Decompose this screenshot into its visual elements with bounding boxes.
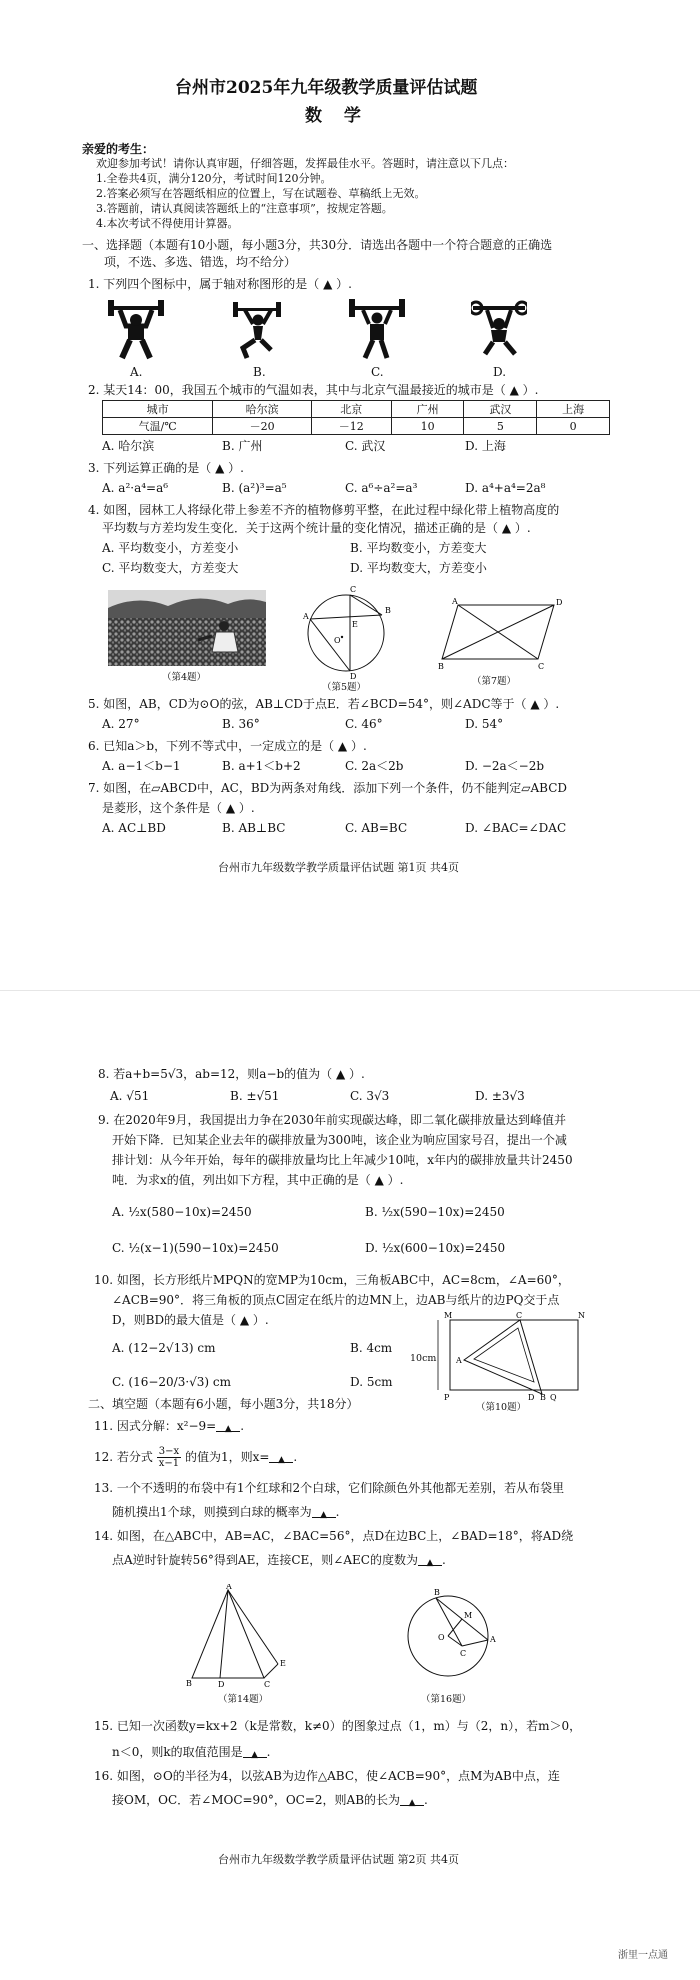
q9-option-b: B. ½x(590−10x)=2450 [365,1205,505,1219]
q14-text-cont: 点A逆时针旋转56°得到AE，连接CE，则∠AEC的度数为 ▲ . [112,1553,446,1568]
q16-text: 16. 如图，⊙O的半径为4，以弦AB为边作△ABC，使∠ACB=90°，点M为AB中点，连 [94,1769,560,1783]
q3-option-a: A. a²·a⁴=a⁶ [102,481,169,495]
table-cell: 10 [391,418,464,435]
q12-label-a: 12. 若分式 [94,1450,153,1464]
q10-option-d: D. 5cm [350,1375,393,1389]
q11-label: 11. 因式分解：x²−9= [94,1419,217,1433]
fig16-point-a: A [490,1635,496,1644]
q7-text-cont: 是菱形，这个条件是（ ▲ ）. [102,801,255,815]
fig4-caption: （第4题） [162,672,207,683]
table-cell: 0 [537,418,610,435]
q9-text: 9. 在2020年9月，我国提出力争在2030年前实现碳达峰，即二氧化碳排放量达到峰值并 [98,1113,566,1127]
q10-option-b: B. 4cm [350,1341,393,1355]
q15-answer-blank: ▲ [243,1747,267,1758]
q1-option-d: D. [493,365,507,379]
q3-option-c: C. a⁶÷a²=a³ [345,481,418,495]
q2-text: 2. 某天14：00，我国五个城市的气温如表，其中与北京气温最接近的城市是（ ▲ ）. [88,383,539,397]
fig10-point-m: M [444,1312,453,1320]
q5-text: 5. 如图，AB，CD为⊙O的弦，AB⊥CD于点E．若∠BCD=54°，则∠ADC等于（ ▲ ）. [88,697,560,711]
q14-label-cont: 点A逆时针旋转56°得到AE，连接CE，则∠AEC的度数为 [112,1553,418,1567]
q13-text-cont: 随机摸出1个球，则摸到白球的概率为 ▲ . [112,1505,340,1520]
fig5-point-d: D [350,672,357,679]
q13-label-cont: 随机摸出1个球，则摸到白球的概率为 [112,1505,312,1519]
fig5-circle-diagram [300,583,396,679]
fig16-caption: （第16题） [421,1694,472,1705]
q9-text-cont-2: 排计划：从今年开始，每年的碳排放量均比上年减少10吨，x年内的碳排放量共计2450 [112,1153,573,1167]
q9-text-cont-3: 吨．为求x的值，列出如下方程，其中正确的是（ ▲ ）. [112,1173,404,1187]
fig5-point-a: A [303,612,309,621]
q16-label-cont: 接OM，OC．若∠MOC=90°，OC=2，则AB的长为 [112,1793,401,1807]
q7-option-d: D. ∠BAC=∠DAC [465,821,567,835]
greeting: 亲爱的考生： [82,142,155,156]
note-2: 2.答案必须写在答题纸相应的位置上，写在试题卷、草稿纸上无效。 [96,187,426,200]
table-cell: 北京 [311,401,391,418]
section1-heading-cont: 项，不选、多选、错选，均不给分） [104,255,297,269]
q10-text: 10. 如图，长方形纸片MPQN的宽MP为10cm，三角板ABC中，AC=8cm，∠A=60°， [94,1273,570,1287]
q1-icon-d [471,298,527,360]
q8-option-c: C. 3√3 [350,1089,390,1103]
q9-option-a: A. ½x(580−10x)=2450 [112,1205,252,1219]
q15-text-cont: n＜0，则k的取值范围是 ▲ . [112,1745,271,1760]
q12-fraction-numerator: 3−x [158,1446,180,1457]
fig16-point-b: B [434,1588,440,1597]
fig5-caption: （第5题） [322,682,367,693]
fig14-point-c: C [264,1680,271,1688]
fig16-point-m: M [464,1611,473,1620]
q11-answer-blank: ▲ [216,1421,240,1432]
q9-option-c: C. ½(x−1)(590−10x)=2450 [112,1241,279,1255]
q1-icon-a [108,298,164,360]
table-cell: 城市 [103,401,213,418]
fig7-point-c: C [538,662,545,671]
q8-text: 8. 若a+b=5√3，ab=12，则a−b的值为（ ▲ ）. [98,1067,365,1081]
q7-text: 7. 如图，在▱ABCD中，AC，BD为两条对角线．添加下列一个条件，仍不能判定▱ABCD [88,781,568,795]
q8-option-b: B. ±√51 [230,1089,280,1103]
q1-option-c: C. [371,365,384,379]
q14-answer-blank: ▲ [418,1555,442,1566]
note-1: 1.全卷共4页，满分120分，考试时间120分钟。 [96,172,332,185]
q4-text-cont: 平均数与方差均发生变化．关于这两个统计量的变化情况，描述正确的是（ ▲ ）. [102,521,531,535]
q6-option-a: A. a−1＜b−1 [102,759,181,773]
q1-icon-c [349,298,405,360]
q8-option-a: A. √51 [110,1089,150,1103]
fig10-point-p: P [444,1393,450,1402]
fig10-point-n: N [578,1312,585,1320]
q3-text: 3. 下列运算正确的是（ ▲ ）. [88,461,244,475]
table-cell: 上海 [537,401,610,418]
page2-footer: 台州市九年级数学教学质量评估试题 第2页 共4页 [218,1853,459,1866]
q15-text: 15. 已知一次函数y=kx+2（k是常数，k≠0）的图象过点（1，m）与（2，n），若m＞0， [94,1719,582,1733]
table-row [103,401,610,418]
q5-option-b: B. 36° [222,717,260,731]
fig10-diagram [430,1312,590,1402]
q10-text-cont-1: ∠ACB=90°．将三角板的顶点C固定在纸片的边MN上，边AB与纸片的边PQ交于点 [112,1293,560,1307]
fig5-point-o: O [334,636,341,645]
q12-text: 12. 若分式 $\frac{3-x}{x-1}$ 的值为1，则x= ▲ . [94,1446,298,1469]
q6-option-b: B. a+1＜b+2 [222,759,301,773]
q7-option-c: C. AB=BC [345,821,408,835]
section1-heading: 一、选择题（本题有10小题，每小题3分，共30分．请选出各题中一个符合题意的正确选 [82,238,553,252]
q10-option-c: C. (16−20/3·√3) cm [112,1375,232,1389]
q1-icon-b [231,298,287,360]
q16-answer-blank: ▲ [400,1795,424,1806]
table-cell: 5 [464,418,537,435]
fig16-point-c: C [460,1649,467,1658]
fig7-point-d: D [556,598,563,607]
page-title: 台州市2025年九年级教学质量评估试题 [175,78,478,98]
fig7-caption: （第7题） [472,676,517,687]
q13-answer-blank: ▲ [312,1507,336,1518]
q10-text-cont-2: D，则BD的最大值是（ ▲ ）. [112,1313,269,1327]
q4-option-d: D. 平均数变大，方差变小 [350,561,487,575]
table-row [103,418,610,435]
fig7-point-a: A [452,597,458,606]
table-cell: －20 [213,418,312,435]
q4-text: 4. 如图，园林工人将绿化带上参差不齐的植物修剪平整，在此过程中绿化带上植物高度的 [88,503,560,517]
q12-answer-blank: ▲ [269,1452,293,1463]
q5-option-d: D. 54° [465,717,504,731]
table-cell: 哈尔滨 [213,401,312,418]
fig14-point-d: D [218,1680,225,1688]
fig14-point-b: B [186,1679,192,1688]
table-cell: 广州 [391,401,464,418]
q1-option-a: A. [130,365,143,379]
fig10-caption: （第10题） [476,1402,527,1413]
fig7-parallelogram [438,597,568,671]
q10-option-a: A. (12−2√13) cm [112,1341,216,1355]
q16-text-cont: 接OM，OC．若∠MOC=90°，OC=2，则AB的长为 ▲ . [112,1793,428,1808]
table-cell: －12 [311,418,391,435]
q13-text: 13. 一个不透明的布袋中有1个红球和2个白球，它们除颜色外其他都无差别，若从布袋里 [94,1481,565,1495]
subject-title: 数 学 [305,106,369,126]
intro: 欢迎参加考试！请你认真审题，仔细答题，发挥最佳水平。答题时，请注意以下几点： [96,157,514,170]
q12-label-b: 的值为1，则x= [184,1450,270,1464]
q3-option-b: B. (a²)³=a⁵ [222,481,287,495]
q1-option-b: B. [253,365,266,379]
q9-text-cont-1: 开始下降．已知某企业去年的碳排放量为300吨，该企业为响应国家号召，提出一个减 [112,1133,567,1147]
q4-option-c: C. 平均数变大，方差变大 [102,561,239,575]
q12-fraction-denominator: x−1 [158,1458,180,1469]
fig5-point-b: B [385,606,391,615]
fig5-point-e: E [352,620,358,629]
fig14-triangle [184,1584,294,1688]
q15-label-cont: n＜0，则k的取值范围是 [112,1745,243,1759]
q7-option-a: A. AC⊥BD [102,821,166,835]
q2-option-d: D. 上海 [465,439,506,453]
q6-option-c: C. 2a＜2b [345,759,404,773]
fig7-point-b: B [438,662,444,671]
q6-option-d: D. −2a＜−2b [465,759,545,773]
fig10-point-a: A [456,1356,462,1365]
q7-option-b: B. AB⊥BC [222,821,286,835]
fig16-point-o: O [438,1633,445,1642]
q4-option-a: A. 平均数变小，方差变小 [102,541,239,555]
q6-text: 6. 已知a＞b，下列不等式中，一定成立的是（ ▲ ）. [88,739,367,753]
q1-text: 1. 下列四个图标中，属于轴对称图形的是（ ▲ ）. [88,277,352,291]
fig10-point-b: B [540,1393,546,1402]
fig10-dimension: 10cm [410,1353,437,1364]
fig10-point-q: Q [550,1393,557,1402]
fig14-point-e: E [280,1659,286,1668]
page-divider [0,990,700,991]
fig10-point-d: D [528,1393,535,1402]
fig16-circle [400,1584,500,1684]
q5-option-a: A. 27° [102,717,140,731]
q4-option-b: B. 平均数变小，方差变大 [350,541,487,555]
fig14-caption: （第14题） [218,1694,269,1705]
q2-option-b: B. 广州 [222,439,263,453]
note-4: 4.本次考试不得使用计算器。 [96,217,239,230]
q5-option-c: C. 46° [345,717,383,731]
q11-text: 11. 因式分解：x²−9= ▲ . [94,1419,245,1434]
q2-option-a: A. 哈尔滨 [102,439,155,453]
q14-text: 14. 如图，在△ABC中，AB=AC，∠BAC=56°，点D在边BC上，∠BAD=18°，将AD绕 [94,1529,574,1543]
q2-temperature-table [102,400,610,435]
table-cell: 气温/℃ [103,418,213,435]
section2-heading: 二、填空题（本题有6小题，每小题3分，共18分） [88,1397,359,1411]
q12-fraction [157,1446,181,1469]
fig14-point-a: A [226,1584,232,1591]
q8-option-d: D. ±3√3 [475,1089,525,1103]
note-3: 3.答题前，请认真阅读答题纸上的“注意事项”，按规定答题。 [96,202,393,215]
page1-footer: 台州市九年级数学教学质量评估试题 第1页 共4页 [218,861,459,874]
q3-option-d: D. a⁴+a⁴=2a⁸ [465,481,546,495]
q2-option-c: C. 武汉 [345,439,386,453]
watermark: 浙里一点通 [618,1950,668,1961]
fig10-point-c: C [516,1312,523,1320]
table-cell: 武汉 [464,401,537,418]
q4-photo [108,590,266,666]
q9-option-d: D. ½x(600−10x)=2450 [365,1241,506,1255]
fig5-point-c: C [350,585,357,594]
